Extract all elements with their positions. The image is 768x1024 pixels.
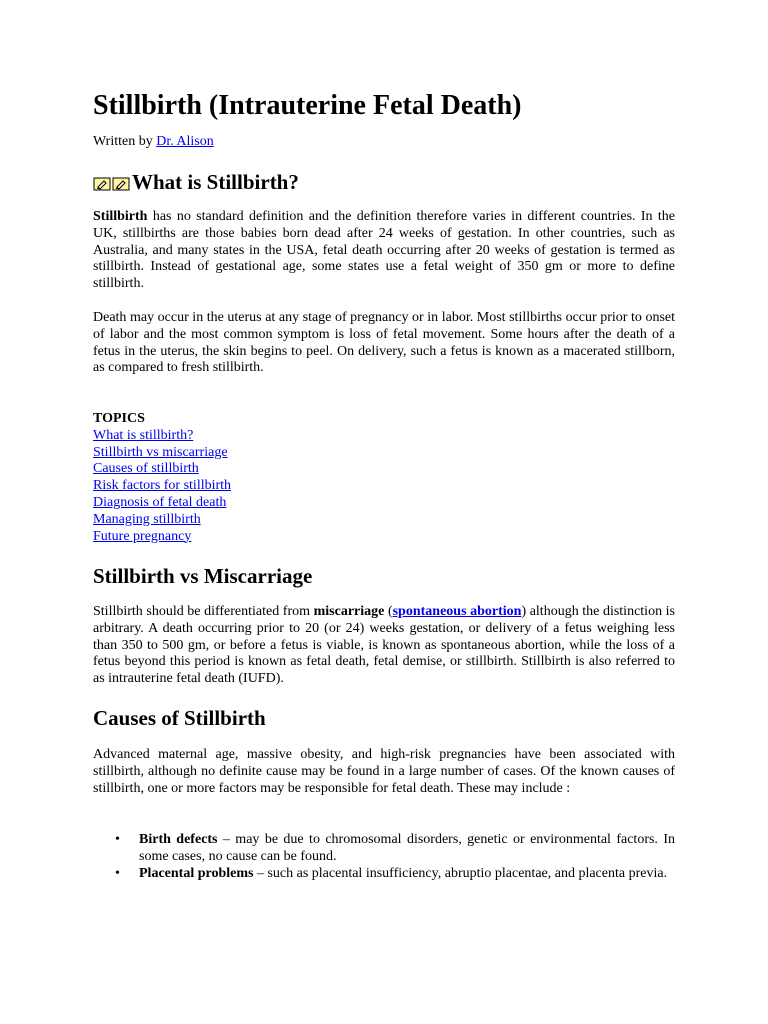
term-stillbirth: Stillbirth — [93, 209, 148, 224]
list-item-text: – may be due to chromosomal disorders, genetic or environmental factors. In some cases, no cause can be found. — [139, 832, 675, 864]
byline — [93, 134, 214, 150]
list-item-term: Birth defects — [139, 832, 218, 847]
topic-link-diagnosis[interactable]: Diagnosis of fetal death — [93, 494, 227, 510]
paragraph-causes: Advanced maternal age, massive obesity, and high-risk pregnancies have been associated with stillbirth, although no definite cause may be found in a large number of cases. Of the known causes of stillbirth, one or more factors may be responsible for fetal death. These may include : — [93, 747, 675, 796]
list-item-text: – such as placental insufficiency, abruptio placentae, and placenta previa. — [253, 865, 668, 881]
page-title: Stillbirth (Intrauterine Fetal Death) — [93, 90, 522, 121]
paragraph-death-timing: Death may occur in the uterus at any stage of pregnancy or in labor. Most stillbirths occur prior to onset of labor and the most common symptom is loss of fetal movement. Some hours after the death of a fetus in the uterus, the skin begins to peel. On delivery, such a fetus is known as a macerated stillborn, as compared to fresh stillbirth. — [93, 310, 675, 376]
topic-link-risk-factors[interactable]: Risk factors for stillbirth — [93, 478, 232, 494]
section-heading-causes: Causes of Stillbirth — [93, 706, 266, 730]
heading-text: What is Stillbirth? — [132, 170, 299, 194]
topic-link-future-pregnancy[interactable]: Future pregnancy — [93, 528, 192, 544]
term-miscarriage: miscarriage — [313, 604, 385, 619]
section-heading-stillbirth-vs-miscarriage: Stillbirth vs Miscarriage — [93, 564, 313, 588]
byline-prefix: Written by — [93, 134, 157, 149]
author-link[interactable]: Dr. Alison — [156, 134, 214, 149]
paragraph-text: ( — [384, 604, 393, 619]
topic-link-causes[interactable]: Causes of stillbirth — [93, 461, 199, 477]
paragraph-vs-miscarriage — [93, 604, 675, 688]
edit-icon[interactable] — [93, 176, 131, 192]
link-text: spontaneous abortion — [392, 604, 522, 619]
causes-list — [93, 832, 675, 882]
topic-link-stillbirth-vs-miscarriage[interactable]: Stillbirth vs miscarriage — [93, 444, 228, 460]
paragraph-definition — [93, 209, 675, 293]
paragraph-text: Stillbirth should be differentiated from — [93, 604, 314, 619]
list-item-term: Placental problems — [139, 865, 254, 881]
topics-list — [93, 411, 231, 545]
topic-link-what-is-stillbirth[interactable]: What is stillbirth? — [93, 427, 194, 443]
topics-title: TOPICS — [93, 411, 145, 426]
list-item — [93, 832, 675, 866]
paragraph-text: has no standard definition and the definition therefore varies in different countries. In the UK, stillbirths are those babies born dead after 24 weeks of gestation. In other countries, such as Australia, and many states in the USA, fetal death occurring after 20 weeks of gestation is termed as stillbirth. Instead of gestational age, some states use a fetal weight of 350 gm or more to define stillbirth. — [93, 209, 675, 292]
paragraph-text: ) although the distinction is arbitrary. A death occurring prior to 20 (or 24) weeks gestation, or delivery of a fetus weighing less than 350 to 500 gm, or before a fetus is viable, is known as spontaneous abortion, while the loss of a fetus beyond this period is known as fetal death, fetal demise, or stillbirth. Stillbirth is also referred to as intrauterine fetal death (IUFD). — [93, 604, 675, 687]
list-item — [93, 866, 675, 883]
spontaneous-abortion-link[interactable] — [393, 604, 522, 619]
edit-icons[interactable] — [93, 176, 131, 192]
section-heading-what-is-stillbirth — [93, 169, 299, 195]
topic-link-managing[interactable]: Managing stillbirth — [93, 511, 201, 527]
